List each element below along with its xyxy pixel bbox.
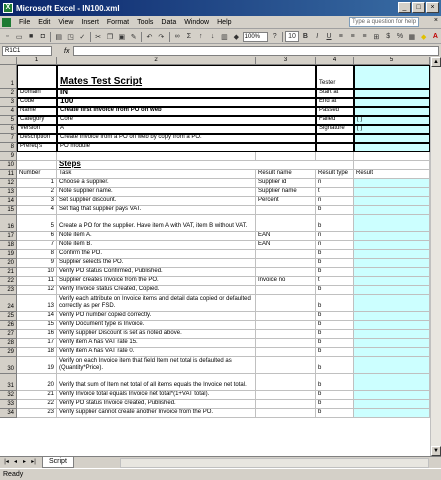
step-result-name[interactable]: [256, 206, 316, 215]
step-result[interactable]: [354, 250, 430, 259]
header-value[interactable]: Create Invoice from a PO on web by copy from a PO.: [57, 134, 316, 143]
step-number[interactable]: 6: [17, 232, 57, 241]
step-task[interactable]: Verify each attribute on Invoice items and detail data copied or defaulted correctly as per FSD.: [57, 295, 256, 312]
row-header-14[interactable]: 14: [0, 197, 17, 206]
percent-icon[interactable]: %: [396, 33, 404, 40]
row-header-1[interactable]: 1: [0, 65, 17, 89]
toolbar-separator: [90, 32, 91, 42]
cut-icon[interactable]: ✂: [95, 33, 102, 41]
horizontal-scrollbar[interactable]: [120, 458, 429, 468]
menu-view[interactable]: View: [58, 18, 74, 26]
borders-icon[interactable]: ▦: [408, 33, 416, 41]
header-right-label[interactable]: Start at: [316, 89, 354, 98]
step-task[interactable]: Verify supplier Discount is set as noted above.: [57, 330, 256, 339]
step-number[interactable]: 17: [17, 339, 57, 348]
step-result-type[interactable]: b: [316, 206, 354, 215]
status-text: Ready: [3, 471, 24, 478]
step-result-name[interactable]: [256, 374, 316, 391]
menu-edit[interactable]: Edit: [38, 18, 51, 26]
header-right-label[interactable]: Tester: [316, 65, 354, 89]
zoom-select[interactable]: 100%: [243, 32, 269, 42]
step-result-type[interactable]: b: [316, 250, 354, 259]
status-checkbox[interactable]: [ ]: [354, 125, 430, 134]
row-header-26[interactable]: 26: [0, 321, 17, 330]
new-icon[interactable]: ▫: [6, 33, 9, 40]
step-result-name[interactable]: [256, 348, 316, 357]
cell-r7c4[interactable]: [316, 134, 354, 143]
step-task[interactable]: Verify PO status Invoice created, Published.: [57, 400, 256, 409]
cell-r9c4[interactable]: [316, 152, 354, 161]
fx-icon[interactable]: fx: [64, 47, 70, 55]
step-task[interactable]: Verify item A has VAT rate 15.: [57, 339, 256, 348]
row-header-27[interactable]: 27: [0, 330, 17, 339]
undo-icon[interactable]: ↶: [146, 33, 153, 41]
toolbar-separator: [50, 32, 51, 42]
format-painter-icon[interactable]: ✎: [130, 33, 137, 41]
bold-icon[interactable]: B: [302, 33, 308, 40]
workbook-icon[interactable]: [2, 18, 11, 27]
row-header-29[interactable]: 29: [0, 348, 17, 357]
step-result-type[interactable]: b: [316, 409, 354, 418]
header-label[interactable]: Category: [17, 116, 57, 125]
cell-r10c5[interactable]: [354, 161, 430, 170]
step-result-name[interactable]: [256, 357, 316, 374]
step-result-name[interactable]: [256, 286, 316, 295]
align-left-icon[interactable]: ≡: [338, 33, 343, 40]
redo-icon[interactable]: ↷: [158, 33, 165, 41]
print-icon[interactable]: ▤: [55, 33, 63, 41]
step-result-name[interactable]: [256, 339, 316, 348]
step-number[interactable]: 14: [17, 312, 57, 321]
permission-icon[interactable]: ◘: [40, 33, 46, 40]
step-task[interactable]: Note item B.: [57, 241, 256, 250]
step-result-type[interactable]: b: [316, 357, 354, 374]
menu-bar: [0, 16, 441, 29]
copy-icon[interactable]: ❐: [106, 33, 114, 41]
help-search-input[interactable]: Type a question for help: [349, 17, 419, 27]
cell-r9c2[interactable]: [57, 152, 256, 161]
step-number[interactable]: 13: [17, 295, 57, 312]
step-number[interactable]: 10: [17, 268, 57, 277]
step-task[interactable]: Verify on each Invoice item that field Item net total is defaulted as (Quantity*Price).: [57, 357, 256, 374]
column-title-result[interactable]: Result: [354, 170, 430, 179]
close-button[interactable]: ×: [426, 2, 439, 13]
row-header-7[interactable]: 7: [0, 134, 17, 143]
step-result-name[interactable]: [256, 400, 316, 409]
vertical-scrollbar[interactable]: [430, 57, 441, 456]
row-header-21[interactable]: 21: [0, 268, 17, 277]
step-number[interactable]: 9: [17, 259, 57, 268]
step-result-type[interactable]: n: [316, 232, 354, 241]
cell-r2c5[interactable]: [354, 89, 430, 98]
row-header-25[interactable]: 25: [0, 312, 17, 321]
step-result[interactable]: [354, 357, 430, 374]
minimize-button[interactable]: _: [398, 2, 411, 13]
toolbar-separator: [169, 32, 170, 42]
row-header-17[interactable]: 17: [0, 232, 17, 241]
row-header-34[interactable]: 34: [0, 409, 17, 418]
step-result[interactable]: [354, 409, 430, 418]
row-header-18[interactable]: 18: [0, 241, 17, 250]
title-bar: [0, 0, 441, 16]
menu-insert[interactable]: Insert: [81, 18, 99, 26]
step-result-type[interactable]: b: [316, 268, 354, 277]
step-result[interactable]: [354, 268, 430, 277]
row-header-22[interactable]: 22: [0, 277, 17, 286]
menu-format[interactable]: Format: [106, 18, 130, 26]
step-result[interactable]: [354, 330, 430, 339]
row-header-20[interactable]: 20: [0, 259, 17, 268]
header-label[interactable]: Description: [17, 134, 57, 143]
menu-data[interactable]: Data: [161, 18, 177, 26]
underline-icon[interactable]: U: [326, 33, 332, 40]
step-result-type[interactable]: b: [316, 259, 354, 268]
step-task[interactable]: Verify PO status Confirmed, Published.: [57, 268, 256, 277]
step-result-type[interactable]: n: [316, 179, 354, 188]
row-header-30[interactable]: 30: [0, 357, 17, 374]
step-result-name[interactable]: Percent: [256, 197, 316, 206]
column-title-result-name[interactable]: Result name: [256, 170, 316, 179]
row-header-3[interactable]: 3: [0, 98, 17, 107]
step-result-type[interactable]: t: [316, 188, 354, 197]
step-number[interactable]: 21: [17, 391, 57, 400]
step-result[interactable]: [354, 286, 430, 295]
header-value[interactable]: Create first Invoice from PO on web: [57, 107, 316, 116]
step-task[interactable]: Verify Invoice status Created, Copied.: [57, 286, 256, 295]
step-task[interactable]: Verify supplier cannot create another Invoice from the PO.: [57, 409, 256, 418]
row-header-23[interactable]: 23: [0, 286, 17, 295]
open-icon[interactable]: ▭: [15, 33, 23, 41]
currency-icon[interactable]: $: [386, 33, 391, 40]
step-result[interactable]: [354, 215, 430, 232]
step-result-type[interactable]: b: [316, 391, 354, 400]
autosum-icon[interactable]: Σ: [186, 33, 192, 40]
step-result-name[interactable]: EAN: [256, 232, 316, 241]
row-header-4[interactable]: 4: [0, 107, 17, 116]
align-right-icon[interactable]: ≡: [362, 33, 367, 40]
step-number[interactable]: 7: [17, 241, 57, 250]
cell-r7c5[interactable]: [354, 134, 430, 143]
step-task[interactable]: Verify PO number copied correctly.: [57, 312, 256, 321]
column-title-result-type[interactable]: Result type: [316, 170, 354, 179]
steps-heading[interactable]: Steps: [57, 161, 316, 170]
step-result-name[interactable]: [256, 295, 316, 312]
step-result[interactable]: [354, 374, 430, 391]
step-result-type[interactable]: b: [316, 215, 354, 232]
step-number[interactable]: 23: [17, 409, 57, 418]
header-value[interactable]: IN: [57, 89, 316, 98]
step-result-type[interactable]: b: [316, 400, 354, 409]
maximize-button[interactable]: □: [412, 2, 425, 13]
header-right-label[interactable]: Passed: [316, 107, 354, 116]
step-number[interactable]: 16: [17, 330, 57, 339]
row-header-16[interactable]: 16: [0, 215, 17, 232]
step-number[interactable]: 15: [17, 321, 57, 330]
font-color-icon[interactable]: A: [432, 33, 438, 40]
step-result-name[interactable]: [256, 391, 316, 400]
row-header-13[interactable]: 13: [0, 188, 17, 197]
cell-r9c5[interactable]: [354, 152, 430, 161]
name-box[interactable]: R1C1: [2, 46, 52, 56]
step-result-name[interactable]: EAN: [256, 241, 316, 250]
row-header-28[interactable]: 28: [0, 339, 17, 348]
step-result[interactable]: [354, 277, 430, 286]
row-header-6[interactable]: 6: [0, 125, 17, 134]
menu-tools[interactable]: Tools: [137, 18, 154, 26]
header-label[interactable]: Domain: [17, 89, 57, 98]
cell-r4c5[interactable]: [354, 107, 430, 116]
step-result-name[interactable]: [256, 321, 316, 330]
step-result-type[interactable]: b: [316, 374, 354, 391]
step-result[interactable]: [354, 295, 430, 312]
column-header-5[interactable]: 5: [354, 57, 430, 65]
step-number[interactable]: 22: [17, 400, 57, 409]
row-header-11[interactable]: 11: [0, 170, 17, 179]
row-header-24[interactable]: 24: [0, 295, 17, 312]
step-result-type[interactable]: b: [316, 286, 354, 295]
cell-r1c5[interactable]: [354, 65, 430, 89]
first-sheet-icon[interactable]: |◂: [4, 459, 9, 465]
spreadsheet-grid[interactable]: [0, 57, 441, 456]
step-number[interactable]: 2: [17, 188, 57, 197]
step-number[interactable]: 3: [17, 197, 57, 206]
step-result[interactable]: [354, 321, 430, 330]
step-result-name[interactable]: [256, 312, 316, 321]
step-result[interactable]: [354, 391, 430, 400]
cell-r9c3[interactable]: [256, 152, 316, 161]
step-task[interactable]: Verify Document type is Invoice.: [57, 321, 256, 330]
row-header-32[interactable]: 32: [0, 391, 17, 400]
scroll-up-icon[interactable]: ▲: [431, 57, 441, 67]
header-right-label[interactable]: Failed: [316, 116, 354, 125]
chart-wizard-icon[interactable]: ▥: [221, 33, 228, 41]
header-label[interactable]: Name: [17, 107, 57, 116]
menu-help[interactable]: Help: [217, 18, 232, 26]
formula-input[interactable]: [73, 46, 439, 56]
step-number[interactable]: 4: [17, 206, 57, 215]
step-task[interactable]: Supplier creates Invoice from the PO.: [57, 277, 256, 286]
step-result-name[interactable]: [256, 215, 316, 232]
step-result-type[interactable]: b: [316, 295, 354, 312]
header-label[interactable]: Prereq's: [17, 143, 57, 152]
step-number[interactable]: 8: [17, 250, 57, 259]
step-result-type[interactable]: b: [316, 312, 354, 321]
step-task[interactable]: Choose a supplier.: [57, 179, 256, 188]
step-result[interactable]: [354, 259, 430, 268]
step-number[interactable]: 1: [17, 179, 57, 188]
print-preview-icon[interactable]: ◳: [67, 33, 74, 41]
formula-bar: [0, 45, 441, 57]
hyperlink-icon[interactable]: ∞: [174, 33, 180, 40]
cell-r1c1[interactable]: [17, 65, 57, 89]
step-number[interactable]: 11: [17, 277, 57, 286]
step-result-name[interactable]: [256, 268, 316, 277]
row-header-31[interactable]: 31: [0, 374, 17, 391]
sort-descending-icon[interactable]: ↓: [210, 33, 215, 40]
step-task[interactable]: Verify Invoice total equals Invoice net total*(1+VAT total).: [57, 391, 256, 400]
row-header-12[interactable]: 12: [0, 179, 17, 188]
step-result-type[interactable]: t: [316, 277, 354, 286]
fill-color-icon[interactable]: ◆: [420, 33, 427, 41]
menu-window[interactable]: Window: [184, 18, 210, 26]
step-result-type[interactable]: b: [316, 348, 354, 357]
header-value[interactable]: 100: [57, 98, 316, 107]
step-result-name[interactable]: [256, 330, 316, 339]
row-header-33[interactable]: 33: [0, 400, 17, 409]
standard-toolbar: [0, 30, 441, 44]
row-header-8[interactable]: 8: [0, 143, 17, 152]
step-result-type[interactable]: b: [316, 339, 354, 348]
column-header-3[interactable]: 3: [256, 57, 316, 65]
step-result[interactable]: [354, 348, 430, 357]
spelling-icon[interactable]: ✓: [79, 33, 86, 41]
step-task[interactable]: Note supplier name.: [57, 188, 256, 197]
step-result-name[interactable]: Supplier name: [256, 188, 316, 197]
step-result[interactable]: [354, 241, 430, 250]
column-header-1[interactable]: 1: [17, 57, 57, 65]
step-number[interactable]: 19: [17, 357, 57, 374]
step-number[interactable]: 18: [17, 348, 57, 357]
step-result[interactable]: [354, 179, 430, 188]
drawing-icon[interactable]: ◆: [233, 33, 239, 41]
step-task[interactable]: Create a PO for the supplier. Have item A with VAT, item B without VAT.: [57, 215, 256, 232]
header-label[interactable]: Version: [17, 125, 57, 134]
paste-icon[interactable]: ▣: [118, 33, 126, 41]
help-icon[interactable]: ?: [272, 33, 277, 40]
step-task[interactable]: Set flag that supplier pays VAT.: [57, 206, 256, 215]
cell-r9c1[interactable]: [17, 152, 57, 161]
step-result-type[interactable]: n: [316, 197, 354, 206]
row-header-9[interactable]: 9: [0, 152, 17, 161]
step-task[interactable]: Verify item A has VAT rate 0.: [57, 348, 256, 357]
merge-center-icon[interactable]: ⊞: [373, 33, 380, 41]
status-bar: [0, 468, 441, 480]
step-result-type[interactable]: b: [316, 330, 354, 339]
step-task[interactable]: Set supplier discount.: [57, 197, 256, 206]
header-right-label[interactable]: Signature: [316, 125, 354, 134]
step-task[interactable]: Verify that sum of Item net total of all items equals the Invoice net total.: [57, 374, 256, 391]
step-result[interactable]: [354, 400, 430, 409]
header-label[interactable]: Code: [17, 98, 57, 107]
column-title-task[interactable]: Task: [57, 170, 256, 179]
save-icon[interactable]: ■: [28, 33, 34, 40]
sort-ascending-icon[interactable]: ↑: [199, 33, 203, 40]
menu-file[interactable]: File: [19, 18, 31, 26]
step-task[interactable]: Confirm the PO.: [57, 250, 256, 259]
toolbar-separator: [282, 32, 283, 42]
next-sheet-icon[interactable]: ▸: [22, 459, 26, 465]
font-size-select[interactable]: 10: [285, 31, 299, 42]
step-result[interactable]: [354, 312, 430, 321]
cell-r8c4[interactable]: [316, 143, 354, 152]
select-all-corner[interactable]: [0, 57, 17, 65]
close-workbook-icon[interactable]: ×: [433, 17, 438, 24]
step-result-name[interactable]: [256, 409, 316, 418]
row-header-10[interactable]: 10: [0, 161, 17, 170]
toolbar-separator: [141, 32, 142, 42]
step-result-name[interactable]: Supplier id: [256, 179, 316, 188]
step-result-type[interactable]: b: [316, 321, 354, 330]
step-number[interactable]: 12: [17, 286, 57, 295]
step-task[interactable]: Supplier selects the PO.: [57, 259, 256, 268]
step-number[interactable]: 5: [17, 215, 57, 232]
step-number[interactable]: 20: [17, 374, 57, 391]
sheet-tab-script[interactable]: Script: [42, 457, 74, 468]
step-result[interactable]: [354, 206, 430, 215]
header-value[interactable]: A: [57, 125, 316, 134]
step-result[interactable]: [354, 232, 430, 241]
cell-r8c5[interactable]: [354, 143, 430, 152]
align-center-icon[interactable]: ≡: [350, 33, 355, 40]
scroll-down-icon[interactable]: ▼: [431, 446, 441, 456]
window-title: Microsoft Excel - IN100.xml: [16, 3, 120, 13]
prev-sheet-icon[interactable]: ◂: [13, 459, 17, 465]
italic-icon[interactable]: I: [316, 33, 319, 40]
cell-r10c4[interactable]: [316, 161, 354, 170]
column-header-2[interactable]: 2: [57, 57, 256, 65]
step-result[interactable]: [354, 197, 430, 206]
script-title[interactable]: Mates Test Script: [57, 65, 316, 89]
column-title-number[interactable]: Number: [17, 170, 57, 179]
step-result[interactable]: [354, 188, 430, 197]
step-result-name[interactable]: [256, 259, 316, 268]
cell-r3c5[interactable]: [354, 98, 430, 107]
header-right-label[interactable]: End at: [316, 98, 354, 107]
column-header-4[interactable]: 4: [316, 57, 354, 65]
step-result-name[interactable]: [256, 250, 316, 259]
row-header-2[interactable]: 2: [0, 89, 17, 98]
step-result[interactable]: [354, 339, 430, 348]
header-value[interactable]: PO module: [57, 143, 316, 152]
last-sheet-icon[interactable]: ▸|: [31, 459, 36, 465]
cell-r10c1[interactable]: [17, 161, 57, 170]
excel-icon: X: [3, 3, 13, 13]
row-header-15[interactable]: 15: [0, 206, 17, 215]
row-header-5[interactable]: 5: [0, 116, 17, 125]
header-value[interactable]: Core: [57, 116, 316, 125]
step-result-name[interactable]: Invoice no: [256, 277, 316, 286]
step-result-type[interactable]: n: [316, 241, 354, 250]
sheet-tab-bar: [0, 456, 441, 468]
row-header-19[interactable]: 19: [0, 250, 17, 259]
status-checkbox[interactable]: [ ]: [354, 116, 430, 125]
step-task[interactable]: Note item A.: [57, 232, 256, 241]
